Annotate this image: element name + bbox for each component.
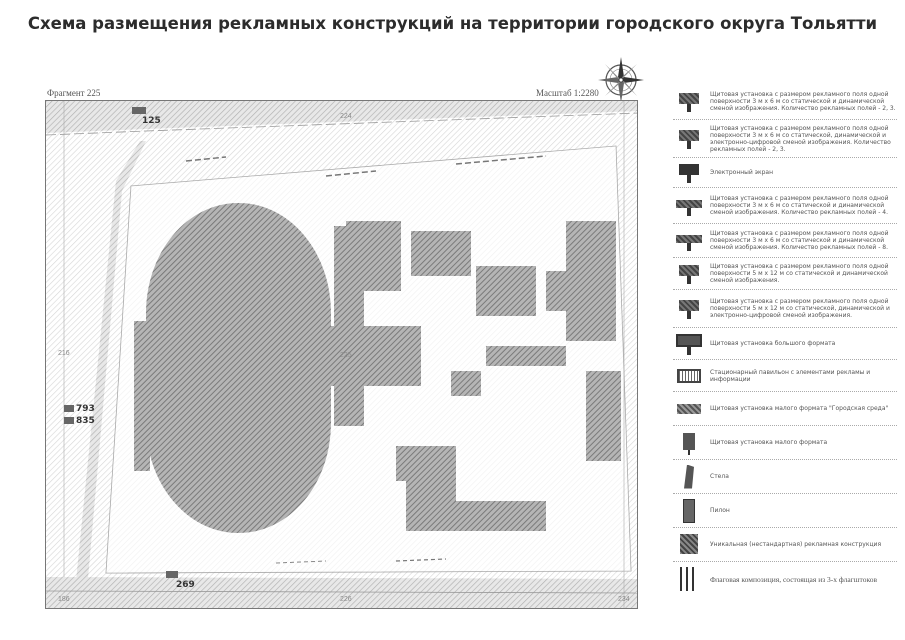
pylon-icon bbox=[673, 496, 705, 526]
flag-composition-icon bbox=[673, 564, 705, 594]
legend-item bbox=[673, 392, 897, 426]
billboard-3x6-8-fields-icon bbox=[673, 226, 705, 256]
legend-item-text: Стационарный павильон с элементами рекламы и информации bbox=[710, 368, 871, 383]
compass-rose-icon bbox=[597, 56, 645, 104]
legend-item bbox=[673, 528, 897, 562]
placement-marker[interactable] bbox=[132, 106, 161, 126]
placement-marker[interactable] bbox=[64, 416, 95, 426]
billboard-marker-icon bbox=[166, 571, 178, 578]
page-title: Схема размещения рекламных конструкций на территории городского округа Тольятти bbox=[27, 14, 878, 33]
legend-item-text: Щитовая установка малого формата "Городская среда" bbox=[710, 405, 889, 412]
billboard-marker-icon bbox=[64, 405, 74, 412]
grid-label-bottom-center: 226 bbox=[340, 596, 352, 603]
billboard-3x6-digital-icon bbox=[673, 124, 705, 154]
legend-item bbox=[673, 224, 897, 258]
marker-number: 125 bbox=[142, 116, 161, 126]
billboard-marker-icon bbox=[132, 107, 146, 114]
legend-item-text: Пилон bbox=[710, 507, 730, 514]
small-format-billboard-icon bbox=[673, 428, 705, 458]
marker-number: 269 bbox=[176, 580, 195, 590]
legend-item bbox=[673, 158, 897, 188]
legend-item bbox=[673, 290, 897, 328]
legend-item-text: Щитовая установка большого формата bbox=[710, 340, 836, 347]
billboard-3x6-static-dynamic-icon bbox=[673, 87, 705, 117]
legend-item-text: Щитовая установка малого формата bbox=[710, 439, 828, 446]
billboard-marker-icon bbox=[64, 417, 74, 424]
placement-marker[interactable] bbox=[166, 570, 195, 590]
billboard-3x6-4-fields-icon bbox=[673, 191, 705, 221]
grid-label-bottom-left: 186 bbox=[58, 596, 70, 603]
unique-structure-icon bbox=[673, 530, 705, 560]
billboard-5x12-digital-icon bbox=[673, 294, 705, 324]
legend-item bbox=[673, 562, 897, 596]
legend-item-text: Щитовая установка с размером рекламного поля одной поверхности 5 м х 12 м со статической, динамической и электронно-цифровой сменой изображения. bbox=[710, 298, 890, 319]
legend-item-text: Флаговая композиция, состоящая из 3-х флагштоков bbox=[710, 574, 878, 584]
grid-label-center: 225 bbox=[340, 352, 352, 359]
grid-label-bottom-right: 234 bbox=[618, 596, 630, 603]
legend-item-text: Стела bbox=[710, 473, 729, 480]
legend-item bbox=[673, 258, 897, 290]
legend-item bbox=[673, 328, 897, 360]
electronic-screen-icon bbox=[673, 158, 705, 188]
grid-label-top: 224 bbox=[340, 113, 352, 120]
marker-number: 835 bbox=[76, 416, 95, 426]
legend-item bbox=[673, 360, 897, 392]
billboard-5x12-static-icon bbox=[673, 259, 705, 289]
legend-item-text: Щитовая установка с размером рекламного поля одной поверхности 3 м х 6 м со статической и динамической сменой изображения. Количество рекламных полей - 2, 3. bbox=[710, 91, 896, 112]
legend-item-text: Щитовая установка с размером рекламного поля одной поверхности 3 м х 6 м со статической и динамической сменой изображения. Количество рекламных полей - 8. bbox=[710, 230, 889, 251]
stela-icon bbox=[673, 462, 705, 492]
legend-item bbox=[673, 494, 897, 528]
legend-item bbox=[673, 120, 897, 158]
grid-label-left: 216 bbox=[58, 350, 70, 357]
large-format-billboard-icon bbox=[673, 329, 705, 359]
city-format-stand-icon bbox=[673, 394, 705, 424]
legend-item-text: Уникальная (нестандартная) рекламная конструкция bbox=[710, 541, 882, 548]
placement-marker[interactable] bbox=[64, 404, 95, 414]
scale-label: Масштаб 1:2280 bbox=[536, 88, 599, 98]
legend-item-text: Щитовая установка с размером рекламного поля одной поверхности 5 м х 12 м со статической и динамической сменой изображения. bbox=[710, 263, 889, 284]
legend-item-text: Щитовая установка с размером рекламного поля одной поверхности 3 м х 6 м со статической, динамической и электронно-цифровой сменой изображения. Количество рекламных полей - 2, 3. bbox=[710, 124, 891, 153]
legend-item-text: Щитовая установка с размером рекламного поля одной поверхности 3 м х 6 м со статической и динамической сменой изображения. Количество рекламных полей - 4. bbox=[710, 195, 889, 216]
stationary-pavilion-icon bbox=[673, 361, 705, 391]
legend-item-text: Электронный экран bbox=[710, 169, 774, 176]
legend-item bbox=[673, 188, 897, 224]
marker-number: 793 bbox=[76, 404, 95, 414]
legend-item bbox=[673, 426, 897, 460]
legend bbox=[673, 84, 897, 596]
fragment-label: Фрагмент 225 bbox=[47, 88, 101, 98]
legend-item bbox=[673, 460, 897, 494]
legend-item bbox=[673, 84, 897, 120]
